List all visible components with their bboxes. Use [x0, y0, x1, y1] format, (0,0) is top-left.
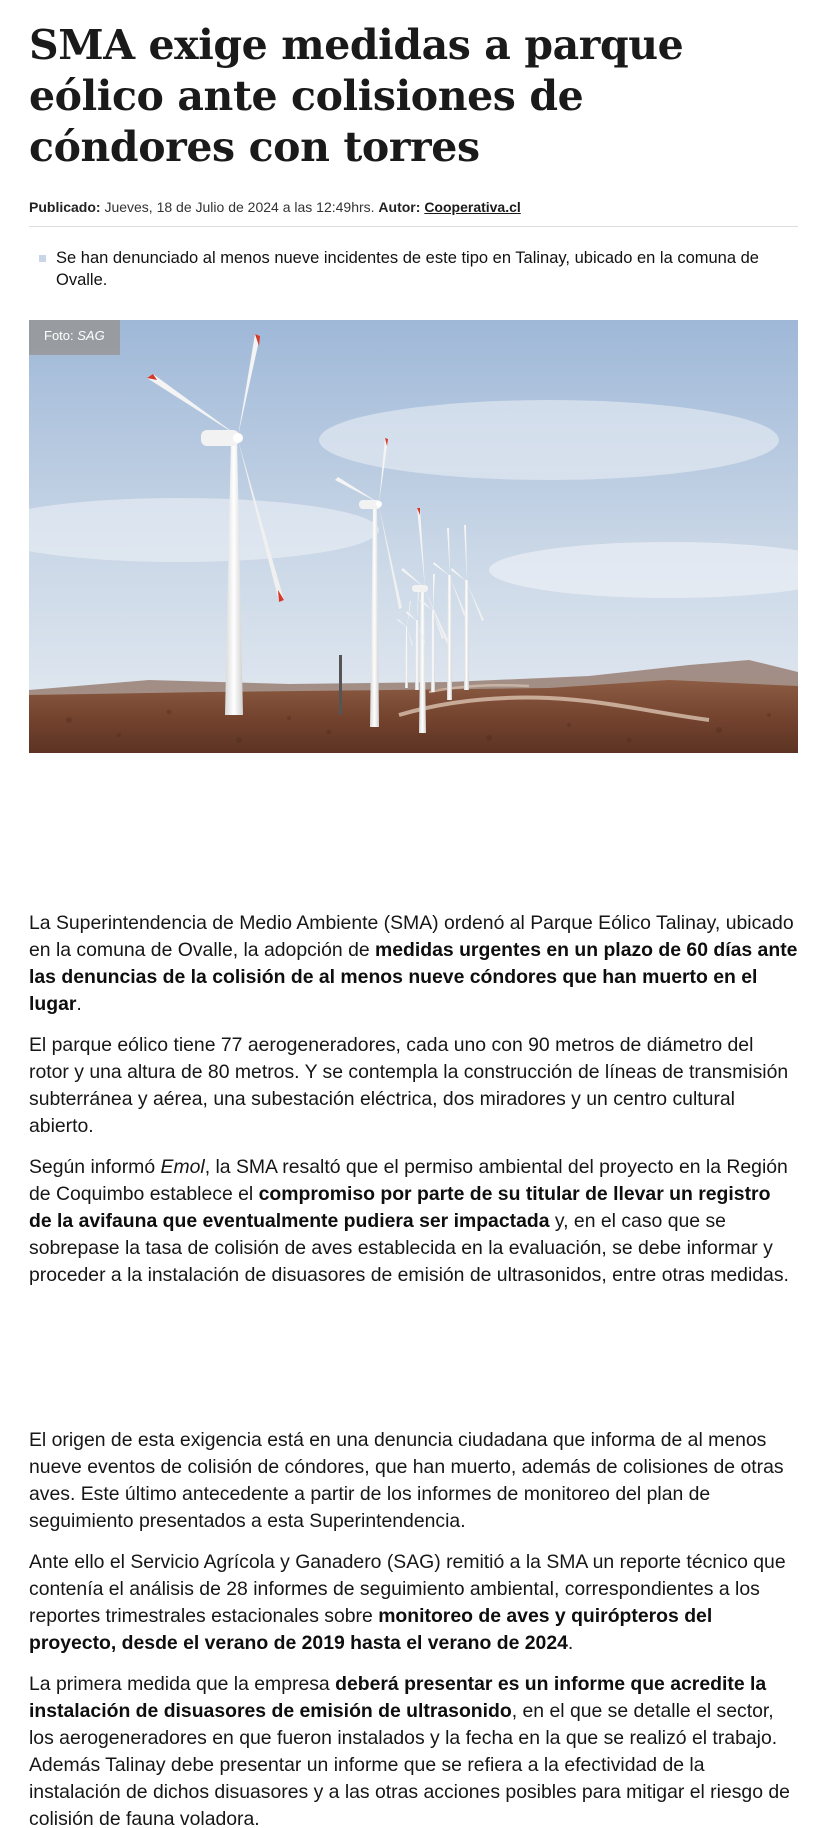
paragraph-text: La Superintendencia de Medio Ambiente (SMA) ordenó al Parque Eólico Talinay, ubicado en la comuna de Ovalle, la adopción de [29, 912, 794, 961]
paragraph-text: Ante ello el Servicio Agrícola y Ganadero (SAG) remitió a la SMA un reporte técnico que contenía el análisis de 28 informes de seguimiento ambiental, correspondientes a los reportes trimestrales estacionales sobre [29, 1551, 786, 1627]
article-paragraph [29, 910, 798, 1018]
ad-placeholder [29, 1303, 798, 1427]
photo-credit [29, 320, 120, 355]
summary-item [29, 247, 798, 291]
wind-farm-illustration [29, 320, 798, 753]
published-date: Jueves, 18 de Julio de 2024 a las 12:49hrs. [104, 199, 375, 215]
paragraph-text: Según informó [29, 1156, 161, 1178]
published-label: Publicado: [29, 199, 101, 215]
paragraph-text: . [76, 993, 82, 1015]
article-paragraph [29, 1154, 798, 1289]
article-title: SMA exige medidas a parque eólico ante colisiones de cóndores con torres [29, 21, 684, 171]
paragraph-text: , en el que se detalle el sector, los aerogeneradores en que fueron instalados y la fecha en la que se realizó el trabajo. Además Talinay debe presentar un informe que se refiera a la efectividad de la instalación de dichos disuasores y a las otras acciones posibles para mitigar el riesgo de colisión de fauna voladora. [29, 1700, 790, 1828]
paragraph-text: La primera medida que la empresa [29, 1673, 336, 1695]
paragraph-text: y, en el caso que se sobrepase la tasa de colisión de aves establecida en la evaluación, se debe informar y proceder a la instalación de disuasores de emisión de ultrasonidos, entre otras medidas. [29, 1210, 789, 1286]
summary-text: Se han denunciado al menos nueve incidentes de este tipo en Talinay, ubicado en la comuna de Ovalle. [56, 249, 759, 289]
article-paragraph [29, 1549, 798, 1657]
photo-credit-source: SAG [77, 328, 105, 343]
author-label: Autor: [378, 199, 421, 215]
article-paragraph: El parque eólico tiene 77 aerogeneradores, cada uno con 90 metros de diámetro del rotor y una altura de 80 metros. Y se contempla la construcción de líneas de transmisión subterránea y aérea, una subestación eléctrica, dos miradores y un centro cultural abierto. [29, 1034, 789, 1137]
paragraph-bold-text: deberá presentar es un informe que acredite la instalación de disuasores de emisión de ultrasonido [29, 1673, 767, 1722]
paragraph-bold-text: monitoreo de aves y quirópteros del proyecto, desde el verano de 2019 hasta el verano de 2024 [29, 1605, 713, 1654]
paragraph-text: , la SMA resaltó que el permiso ambiental del proyecto en la Región de Coquimbo establece el [29, 1156, 788, 1205]
article-content [29, 20, 798, 1828]
paragraph-bold-text: medidas urgentes en un plazo de 60 días ante las denuncias de la colisión de al menos nueve cóndores que han muerto en el lugar [29, 939, 798, 1015]
paragraph-bold-text: compromiso por parte de su titular de llevar un registro de la avifauna que eventualmente pudiera ser impactada [29, 1183, 771, 1232]
article-photo[interactable] [29, 320, 798, 753]
source-emol: Emol [160, 1156, 205, 1178]
article-paragraph: El origen de esta exigencia está en una denuncia ciudadana que informa de al menos nueve eventos de colisión de cóndores, que han muerto, además de colisiones de otras aves. Este último antecedente a partir de los informes de monitoreo del plan de seguimiento presentados a esta Superintendencia. [29, 1429, 784, 1532]
article-summary [29, 247, 798, 291]
author-link[interactable]: Cooperativa.cl [424, 199, 521, 215]
article-body [29, 910, 798, 1828]
article-byline [29, 197, 798, 227]
article-paragraph [29, 1671, 798, 1828]
ad-placeholder [29, 753, 798, 910]
square-bullet-icon [39, 255, 46, 262]
photo-credit-label: Foto: [44, 328, 74, 343]
paragraph-text: . [567, 1632, 574, 1654]
